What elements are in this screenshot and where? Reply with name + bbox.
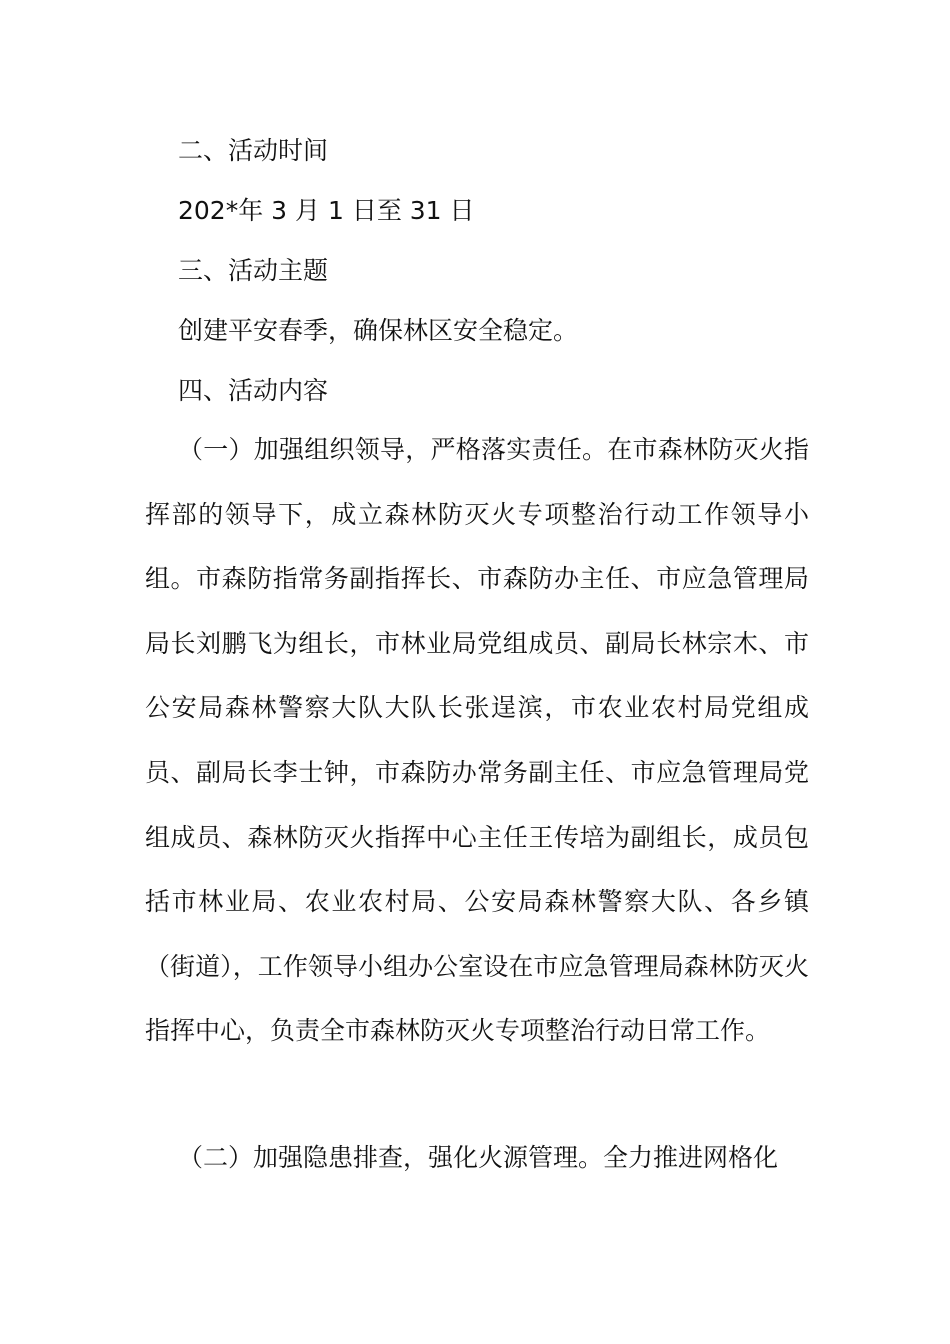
heading-activity-content: 四、活动内容	[178, 376, 329, 405]
paragraph-organization-leadership: （一）加强组织领导，严格落实责任。在市森林防灭火指挥部的领导下，成立森林防灭火专项整治行动工作领导小组。市森防指常务副指挥长、市森防办主任、市应急管理局局长刘鹏飞为组长，市林业局党组成员、副局长林宗木、市公安局森林警察大队大队长张逞滨，市农业农村局党组成员、副局长李士钟，市森防办常务副主任、市应急管理局党组成员、森林防灭火指挥中心主任王传培为副组长，成员包括市林业局、农业农村局、公安局森林警察大队、各乡镇（街道），工作领导小组办公室设在市应急管理局森林防灭火指挥中心，负责全市森林防灭火专项整治行动日常工作。	[145, 435, 809, 1046]
activity-theme-value: 创建平安春季，确保林区安全稳定。	[178, 316, 579, 345]
paragraph-hazard-inspection: （二）加强隐患排查，强化火源管理。全力推进网格化	[178, 1143, 779, 1172]
heading-activity-time: 二、活动时间	[178, 136, 329, 165]
activity-time-value: 202*年 3 月 1 日至 31 日	[178, 196, 475, 225]
heading-activity-theme: 三、活动主题	[178, 256, 329, 285]
